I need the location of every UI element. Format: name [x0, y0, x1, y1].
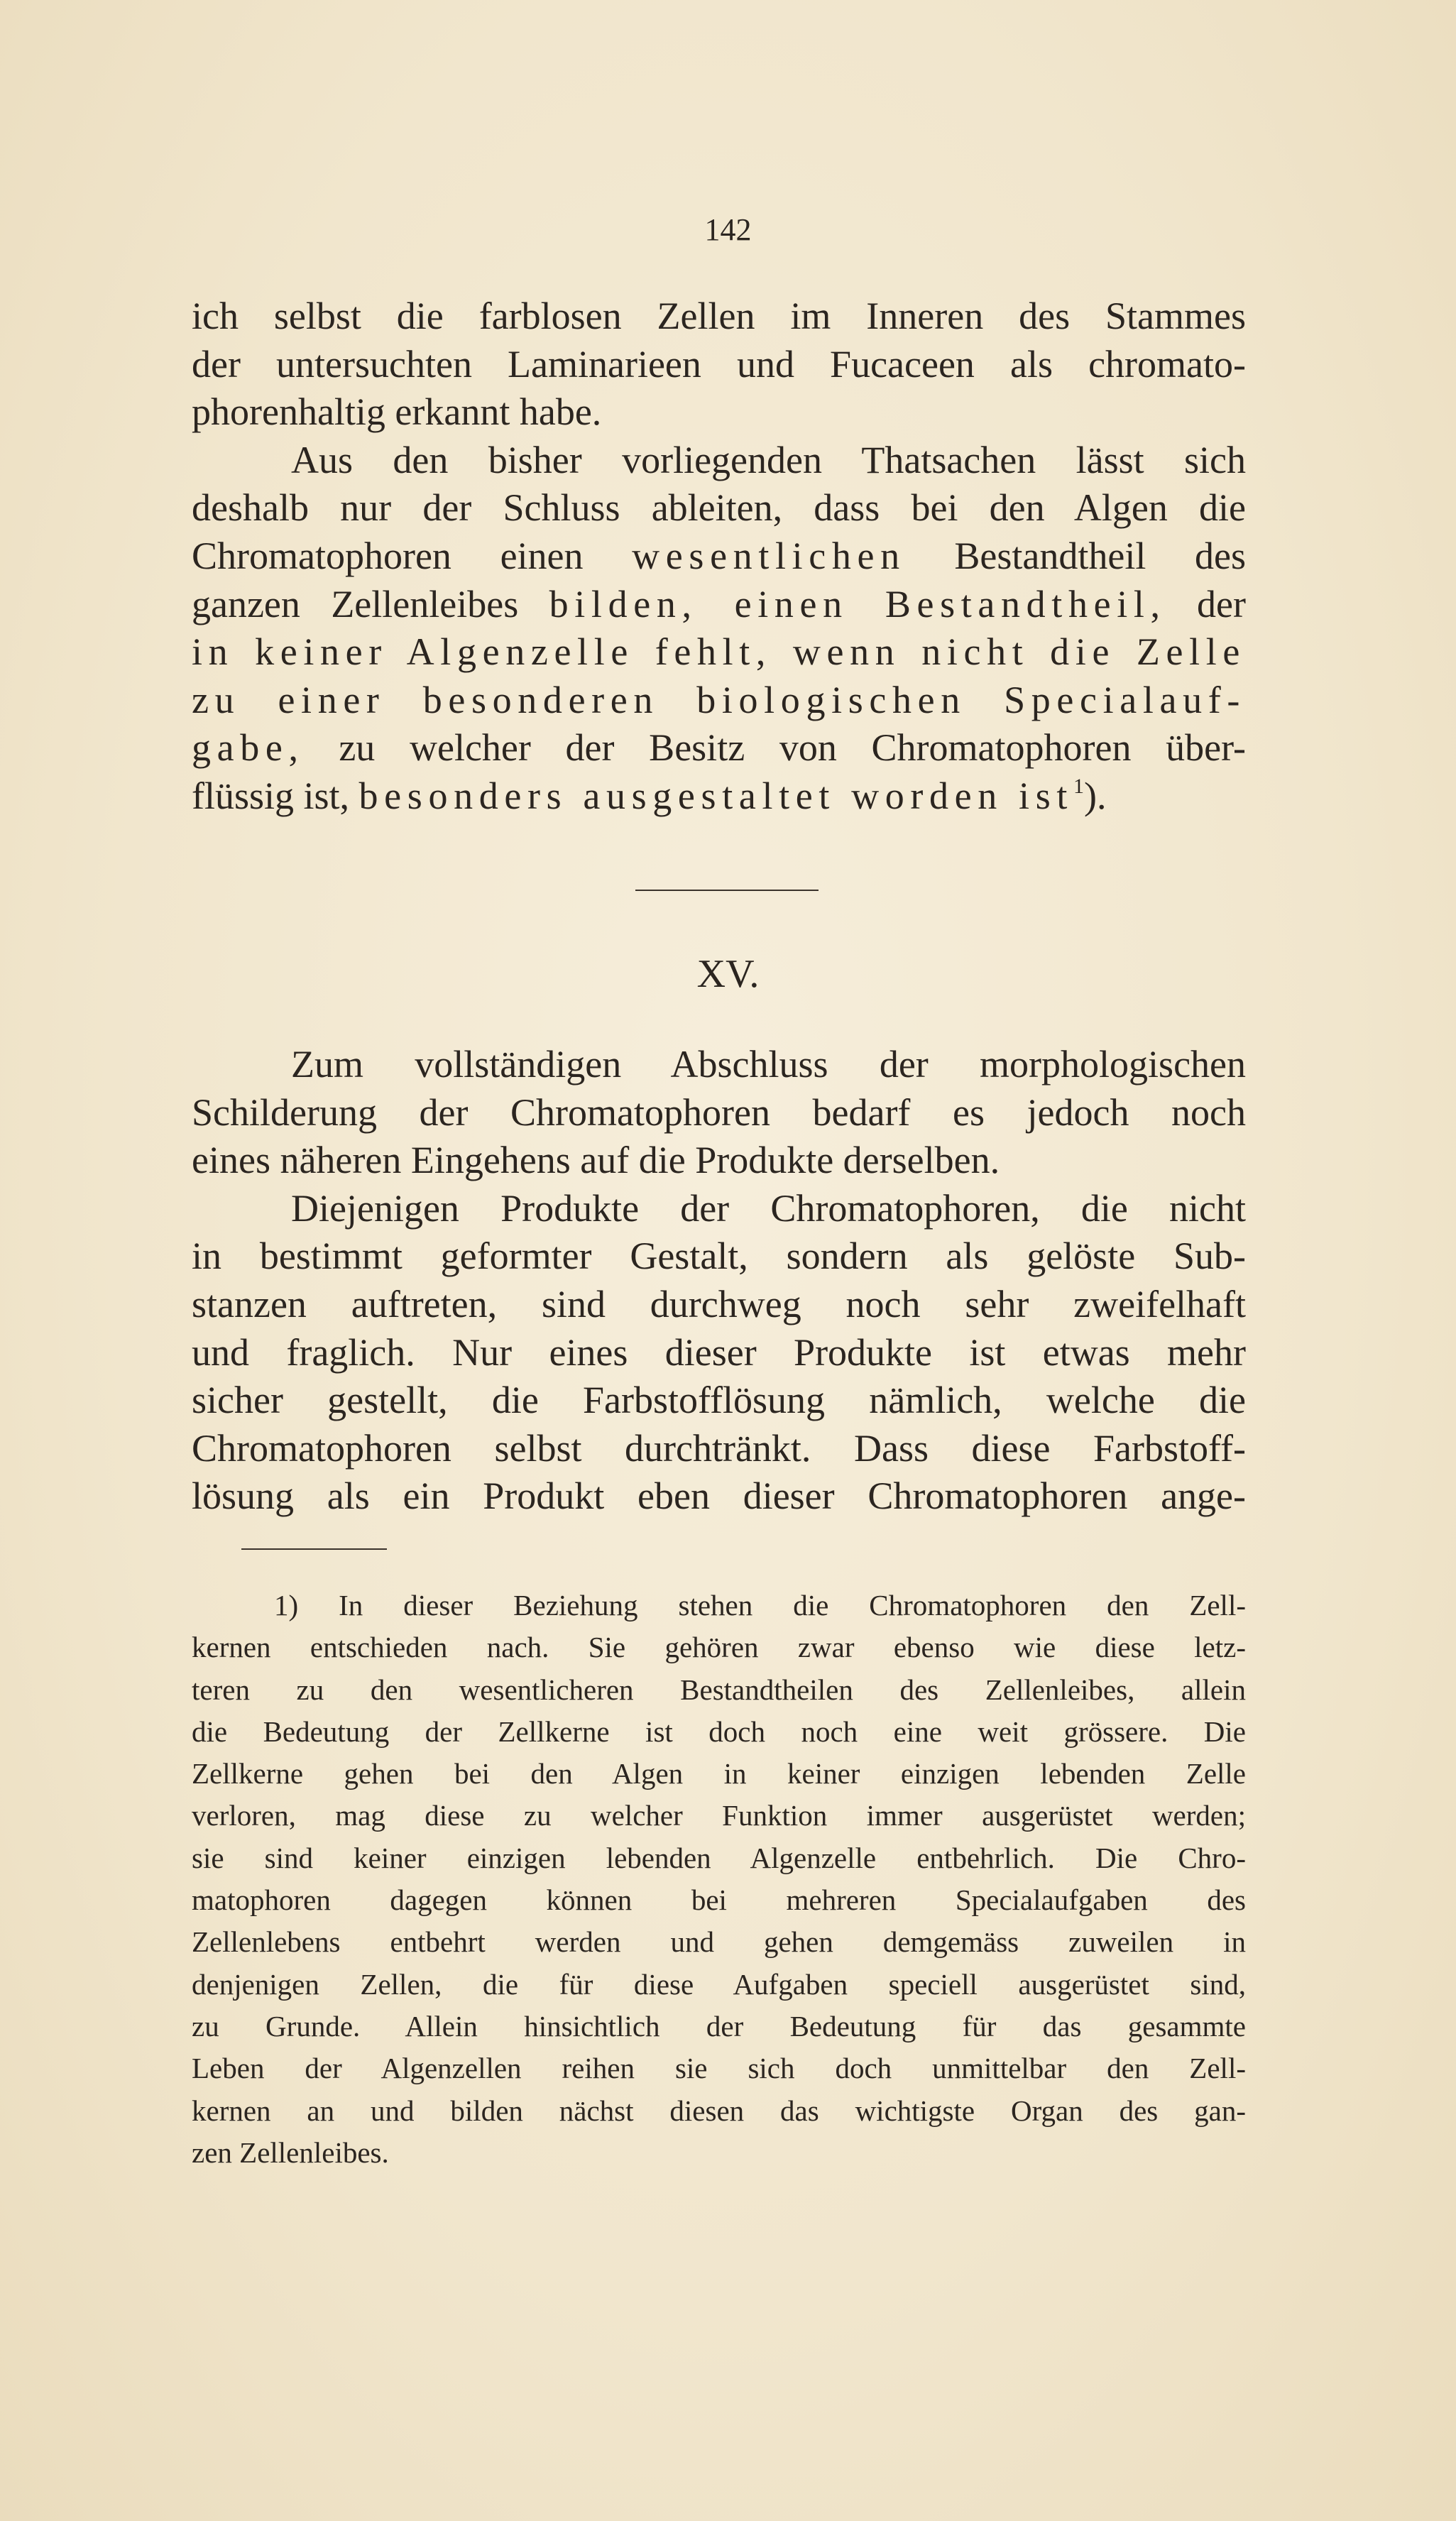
footnote-block	[192, 1585, 1246, 2174]
text-span: Chromatophoren einen	[192, 534, 633, 577]
footnote-line: matophoren dagegen können bei mehreren Specialaufgaben des	[192, 1883, 1246, 1917]
footnote-line: sie sind keiner einzigen lebenden Algenzelle entbehrlich. Die Chro-	[192, 1841, 1246, 1874]
text-span: der	[1166, 582, 1246, 625]
page-number: 142	[704, 212, 752, 247]
text-span: flüssig ist,	[192, 774, 359, 817]
text-line: Diejenigen Produkte der Chromatophoren, die nicht	[291, 1186, 1246, 1230]
text-line: Aus den bisher vorliegenden Thatsachen lässt sich	[291, 438, 1246, 481]
section-divider	[635, 890, 819, 891]
footnote-line: denjenigen Zellen, die für diese Aufgaben speciell ausgerüstet sind,	[192, 1967, 1246, 2001]
text-span: ).	[1084, 774, 1107, 817]
footnote-line: verloren, mag diese zu welcher Funktion immer ausgerüstet werden;	[192, 1799, 1246, 1832]
text-line: eines näheren Eingehens auf die Produkte derselben.	[192, 1139, 1000, 1182]
footnote-line: zen Zellenleibes.	[192, 2136, 389, 2169]
footnote-line: Leben der Algenzellen reihen sie sich doch unmittelbar den Zell-	[192, 2052, 1246, 2085]
text-line	[192, 677, 1246, 725]
footnote-line: 1) In dieser Beziehung stehen die Chromatophoren den Zell-	[274, 1589, 1246, 1622]
footnote-line: kernen an und bilden nächst diesen das wichtigste Organ des gan-	[192, 2094, 1246, 2127]
text-line: Schilderung der Chromatophoren bedarf es jedoch noch	[192, 1090, 1246, 1134]
footnote-divider	[241, 1548, 387, 1550]
emphasis-text: gabe,	[192, 726, 305, 770]
emphasis-text: zu einer besonderen biologischen Specialauf-	[192, 678, 1246, 721]
footnote-line: zu Grunde. Allein hinsichtlich der Bedeutung für das gesammte	[192, 2009, 1246, 2042]
text-line: stanzen auftreten, sind durchweg noch sehr zweifelhaft	[192, 1282, 1246, 1325]
text-line: und fraglich. Nur eines dieser Produkte ist etwas mehr	[192, 1330, 1246, 1374]
footnote-line: teren zu den wesentlicheren Bestandtheilen des Zellenleibes, allein	[192, 1673, 1246, 1706]
footnote-line: kernen entschieden nach. Sie gehören zwar ebenso wie diese letz-	[192, 1631, 1246, 1664]
text-line: phorenhaltig erkannt habe.	[192, 390, 602, 434]
emphasis-text: bilden, einen Bestandtheil,	[549, 582, 1166, 625]
text-line: Zum vollständigen Abschluss der morphologischen	[291, 1043, 1246, 1085]
text-line	[192, 628, 1246, 677]
text-line	[192, 581, 1246, 629]
text-line: deshalb nur der Schluss ableiten, dass bei den Algen die	[192, 486, 1246, 530]
footnote-line: Zellenlebens entbehrt werden und gehen demgemäss zuweilen in	[192, 1925, 1246, 1959]
text-line: Chromatophoren selbst durchtränkt. Dass diese Farbstoff-	[192, 1426, 1246, 1470]
footnote-line: die Bedeutung der Zellkerne ist doch noch eine weit grössere. Die	[192, 1715, 1246, 1748]
text-span: Bestandtheil des	[905, 534, 1246, 577]
top-text-block	[192, 292, 1246, 821]
text-line	[192, 724, 1246, 772]
text-line: ich selbst die farblosen Zellen im Inneren des Stammes	[192, 295, 1246, 337]
text-line	[192, 772, 1246, 821]
emphasis-text: wesentlichen	[632, 534, 906, 577]
emphasis-text: in keiner Algenzelle fehlt,	[192, 630, 772, 674]
footnote-line: Zellkerne gehen bei den Algen in keiner einzigen lebenden Zelle	[192, 1757, 1246, 1790]
text-span: zu welcher der Besitz von Chromatophoren über-	[304, 726, 1246, 770]
text-line: sicher gestellt, die Farbstofflösung nämlich, welche die	[192, 1379, 1246, 1422]
text-line: der untersuchten Laminarieen und Fucaceen als chromato-	[192, 342, 1246, 385]
text-span: wenn nicht die Zelle	[772, 630, 1246, 674]
footnote-reference: 1	[1073, 774, 1084, 798]
text-span: ganzen Zellenleibes	[192, 582, 549, 625]
text-line: in bestimmt geformter Gestalt, sondern als gelöste Sub-	[192, 1235, 1246, 1278]
text-line: lösung als ein Produkt eben dieser Chromatophoren ange-	[192, 1475, 1246, 1518]
text-line	[192, 532, 1246, 581]
section-heading: XV.	[696, 952, 760, 996]
emphasis-text: besonders ausgestaltet worden ist	[358, 774, 1073, 817]
bottom-text-block	[192, 1041, 1246, 1521]
